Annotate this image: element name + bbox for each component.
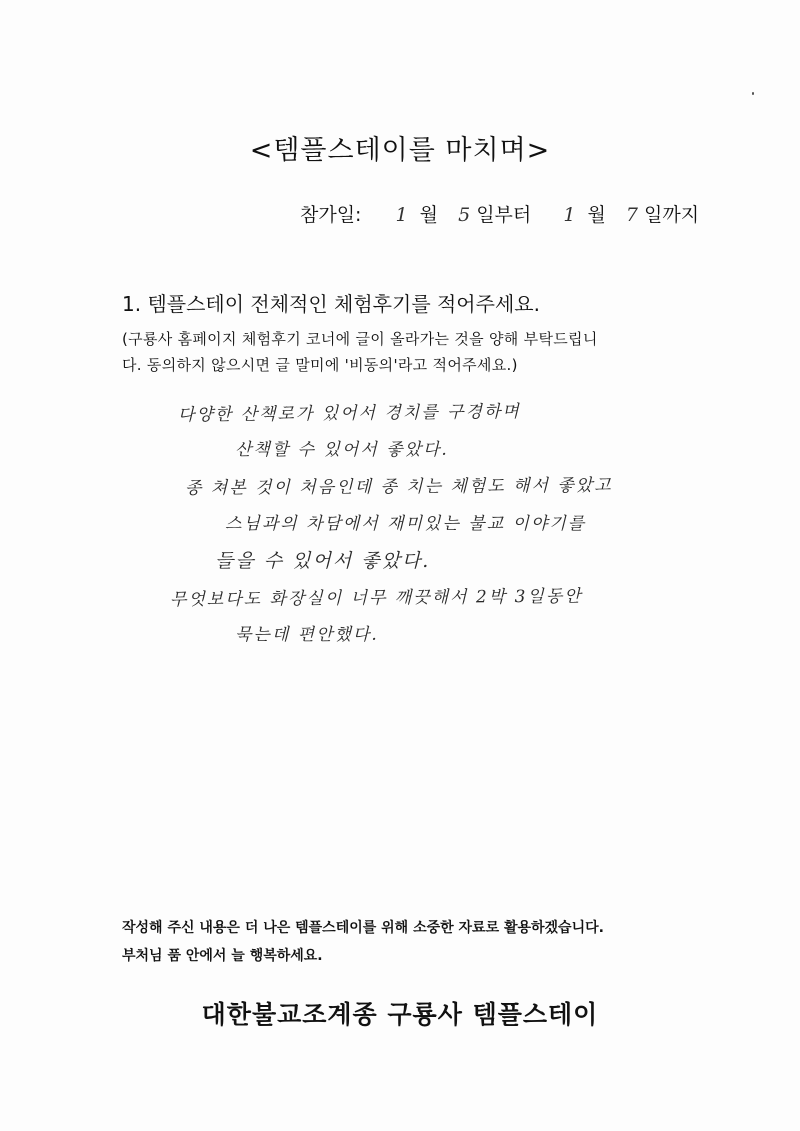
question-note xyxy=(122,326,712,378)
handwritten-line: 묵는데 편안했다. xyxy=(235,625,379,645)
start-month-value: 1 xyxy=(395,204,408,226)
until-label: 일까지 xyxy=(644,204,700,226)
handwritten-answer xyxy=(150,395,670,654)
start-month-unit: 월 xyxy=(419,204,439,226)
question-note-line: 다. 동의하지 않으시면 글 말미에 '비동의'라고 적어주세요.) xyxy=(122,356,518,374)
start-day-value: 5 xyxy=(458,204,471,226)
question-note-line: (구룡사 홈페이지 체험후기 코너에 글이 올라가는 것을 양해 부탁드립니 xyxy=(122,330,598,348)
handwritten-line: 종 쳐본 것이 처음인데 종 치는 체험도 해서 좋았고 xyxy=(184,475,613,499)
footer-message-line: 작성해 주신 내용은 더 나은 템플스테이를 위해 소중한 자료로 활용하겠습니다. xyxy=(122,920,604,936)
handwritten-line: 들을 수 있어서 좋았다. xyxy=(215,550,431,572)
footer-message xyxy=(122,914,604,970)
organization-name: 대한불교조계종 구룡사 템플스테이 xyxy=(201,1000,599,1029)
participation-date-line xyxy=(300,200,699,227)
handwritten-line: 산책할 수 있어서 좋았다. xyxy=(235,440,449,460)
from-label: 일부터 xyxy=(476,204,532,226)
end-month-unit: 월 xyxy=(587,204,606,226)
handwritten-line: 다양한 산책로가 있어서 경치를 구경하며 xyxy=(177,401,521,426)
question-title: 1. 템플스테이 전체적인 체험후기를 적어주세요. xyxy=(122,292,540,316)
participation-label: 참가일: xyxy=(300,204,362,226)
end-month-value: 1 xyxy=(563,204,576,226)
end-day-value: 7 xyxy=(625,204,638,226)
footer-message-line: 부처님 품 안에서 늘 행복하세요. xyxy=(122,948,323,964)
handwritten-line: 무엇보다도 화장실이 너무 깨끗해서 2박 3일동안 xyxy=(169,586,583,611)
scan-speck xyxy=(752,92,754,95)
page-title: <템플스테이를 마치며> xyxy=(249,135,551,166)
handwritten-line: 스님과의 차담에서 재미있는 불교 이야기를 xyxy=(225,514,587,534)
